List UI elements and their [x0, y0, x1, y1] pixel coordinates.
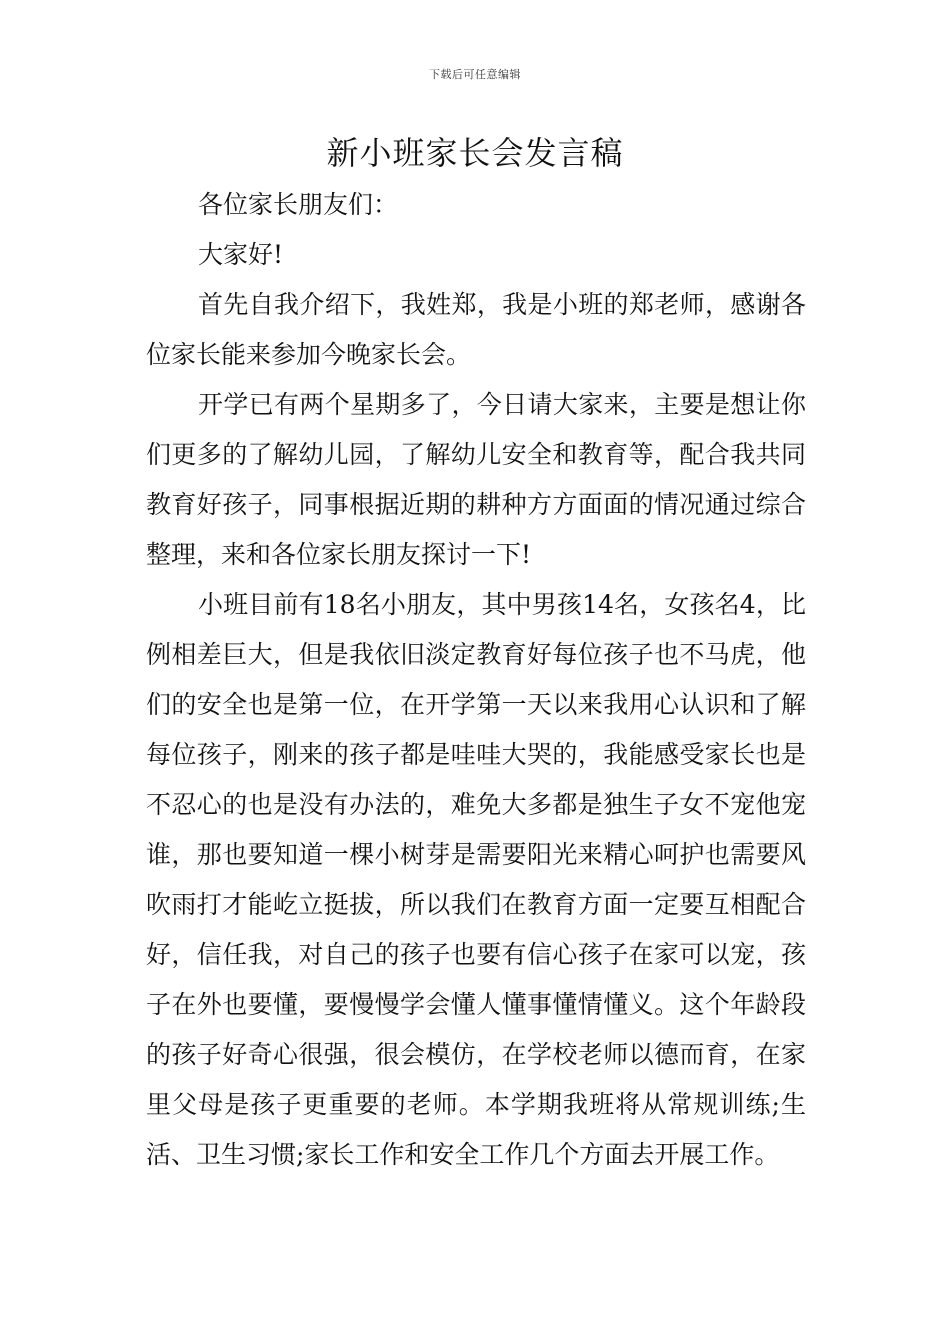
- document-title: 新小班家长会发言稿: [326, 134, 624, 172]
- header-note: 下载后可任意编辑: [429, 68, 521, 81]
- paragraph-purpose: 开学已有两个星期多了，今日请大家来，主要是想让你们更多的了解幼儿园，了解幼儿安全和教育等，配合我共同教育好孩子，同事根据近期的耕种方方面面的情况通过综合整理，来和各位家长朋友探讨一下!: [146, 390, 806, 569]
- paragraph-greeting: 各位家长朋友们：: [198, 190, 399, 219]
- paragraph-class-overview: 小班目前有18名小朋友，其中男孩14名，女孩名4，比例相差巨大，但是我依旧淡定教育好每位孩子也不马虎，他们的安全也是第一位，在开学第一天以来我用心认识和了解每位孩子，刚来的孩子都是哇哇大哭的，我能感受家长也是不忍心的也是没有办法的，难免大多都是独生子女不宠他宠谁，那也要知道一棵小树芽是需要阳光来精心呵护也需要风吹雨打才能屹立挺拔，所以我们在教育方面一定要互相配合好，信任我，对自己的孩子也要有信心孩子在家可以宠，孩子在外也要懂，要慢慢学会懂人懂事懂情懂义。这个年龄段的孩子好奇心很强，很会模仿，在学校老师以德而育，在家里父母是孩子更重要的老师。本学期我班将从常规训练;生活、卫生习惯;家长工作和安全工作几个方面去开展工作。: [146, 590, 806, 1169]
- paragraph-hello: 大家好!: [198, 240, 284, 269]
- document-body: [146, 180, 806, 1180]
- paragraph-introduction: 首先自我介绍下，我姓郑，我是小班的郑老师，感谢各位家长能来参加今晚家长会。: [146, 290, 806, 369]
